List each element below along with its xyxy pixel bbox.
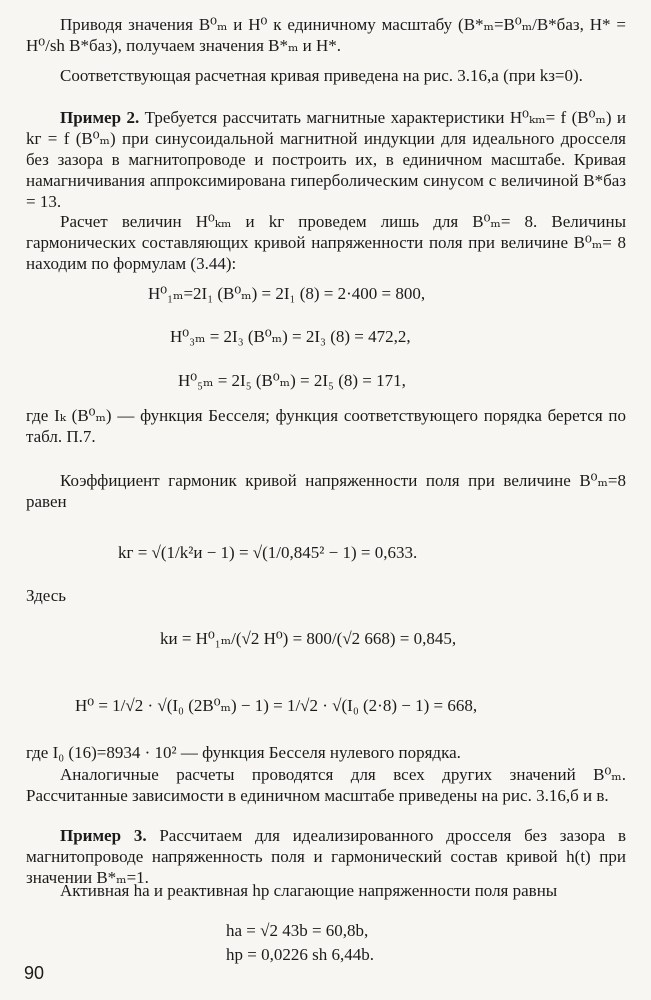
paragraph-example-3 <box>26 825 626 888</box>
paragraph-curve-reference: Соответствующая расчетная кривая приведена на рис. 3.16,а (при kз=0). <box>60 66 583 85</box>
formula-ha: hа = √2 43b = 60,8b, <box>226 921 369 940</box>
paragraph-active-reactive: Активная hа и реактивная hр слагающие напряженности поля равны <box>60 881 558 900</box>
page-number: 90 <box>24 963 45 983</box>
formula-ki: kи = H⁰₁ₘ/(√2 H⁰) = 800/(√2 668) = 0,845, <box>160 629 457 648</box>
paragraph-example-2 <box>26 107 626 212</box>
paragraph-bessel-note: где Iₖ (B⁰ₘ) — функция Бесселя; функция соответствующего порядка берется по табл. П.7. <box>26 406 626 446</box>
example-2-label: Пример 2. <box>60 108 140 127</box>
paragraph-bessel-zero: где I₀ (16)=8934 · 10² — функция Бесселя нулевого порядка. <box>26 743 461 762</box>
formula-hp: hр = 0,0226 sh 6,44b. <box>226 945 374 964</box>
example-3-label: Пример 3. <box>60 826 147 845</box>
paragraph-harmonic-coefficient: Коэффициент гармоник кривой напряженности поля при величине B⁰ₘ=8 равен <box>26 471 626 511</box>
formula-kg: kг = √(1/k²и − 1) = √(1/0,845² − 1) = 0,633. <box>118 543 418 562</box>
paragraph-here: Здесь <box>26 586 67 605</box>
example-3-text: Рассчитаем для идеализированного дросселя без зазора в магнитопроводе напряженность поля и гармонический состав кривой h(t) при значении B*ₘ=1. <box>26 826 626 887</box>
paragraph-calculation: Расчет величин H⁰ₖₘ и kг проведем лишь для B⁰ₘ= 8. Величины гармонических составляющих кривой напряженности поля при величине B⁰ₘ= 8 находим по формулам (3.44): <box>26 212 626 273</box>
paragraph-similar-calculations: Аналогичные расчеты проводятся для всех других значений B⁰ₘ. Рассчитанные зависимости в единичном масштабе приведены на рис. 3.16,б и в. <box>26 765 626 805</box>
paragraph-intro: Приводя значения B⁰ₘ и H⁰ к единичному масштабу (B*ₘ=B⁰ₘ/B*баз, H* = H⁰/sh B*баз), получаем значения B*ₘ и H*. <box>26 15 626 55</box>
formula-h1m: H⁰₁ₘ=2I₁ (B⁰ₘ) = 2I₁ (8) = 2·400 = 800, <box>148 284 426 303</box>
formula-h5m: H⁰₅ₘ = 2I₅ (B⁰ₘ) = 2I₅ (8) = 171, <box>178 371 406 390</box>
example-2-text: Требуется рассчитать магнитные характеристики H⁰ₖₘ= f (B⁰ₘ) и kг = f (B⁰ₘ) при синусоидальной магнитной индукции для идеального дросселя без зазора в магнитопроводе и построить их, в единичном масштабе. Кривая намагничивания аппроксимирована гиперболическим синусом с величиной B*баз = 13. <box>26 108 626 211</box>
formula-h0: H⁰ = 1/√2 · √(I₀ (2B⁰ₘ) − 1) = 1/√2 · √(I₀ (2·8) − 1) = 668, <box>75 696 478 715</box>
formula-h3m: H⁰₃ₘ = 2I₃ (B⁰ₘ) = 2I₃ (8) = 472,2, <box>170 327 411 346</box>
